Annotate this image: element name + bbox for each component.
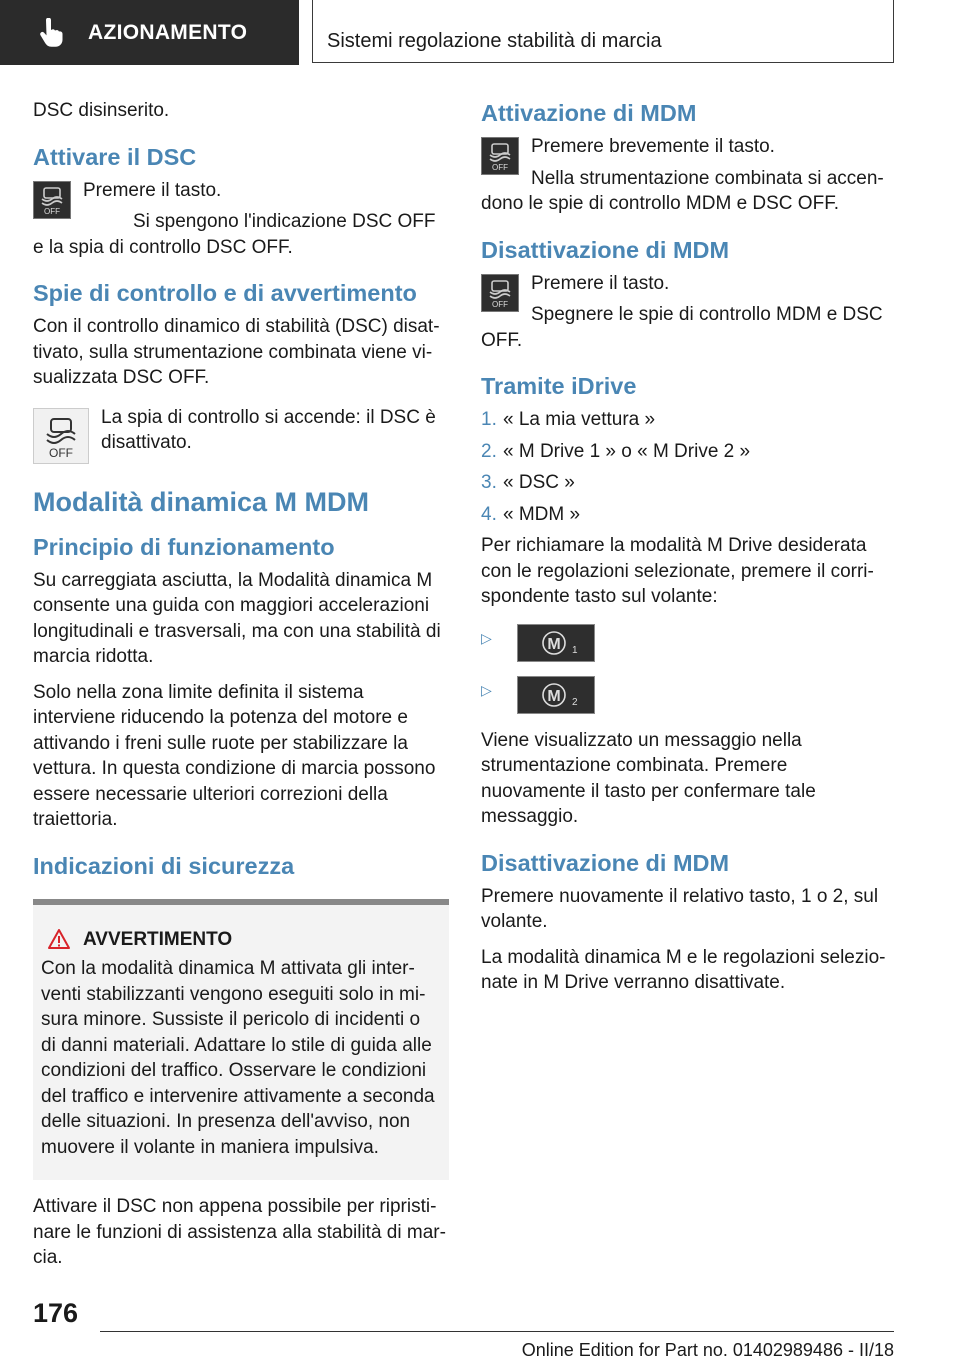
list-item (481, 407, 897, 433)
list-item (481, 470, 897, 496)
paragraph: La spia di controllo si accende: il DSC è disattivato. (101, 406, 436, 453)
m-label: M (547, 687, 561, 705)
paragraph: Solo nella zona limite definita il sistema interviene riducendo la potenza del motore e attivando i freni sulle ruote per stabilizzare la vettura. In questa condizione di marcia possono essere necessarie ulteriori correzioni della traiettoria. (33, 681, 436, 830)
warning-box (33, 899, 449, 1181)
heading-activate-dsc: Attivare il DSC (33, 143, 197, 170)
step-number: 2. (481, 440, 497, 462)
heading-mdm-deactivation-2: Disattivazione di MDM (481, 849, 730, 876)
paragraph: Premere brevemente il tasto. (531, 136, 775, 157)
m-label: M (547, 635, 561, 653)
dsc-off-button-icon (33, 181, 71, 219)
paragraph: Premere il tasto. (531, 272, 670, 294)
paragraph: La modalità dinamica M e le regolazioni selezionate in M Drive verranno disattivate. (481, 946, 886, 993)
warning-label: AVVERTIMENTO (83, 928, 233, 950)
m-sub-label: 2 (572, 696, 578, 708)
m2-button-icon (517, 676, 595, 714)
paragraph: Per richiamare la modalità M Drive desiderata con le regolazioni selezionate, premere il corrispondente tasto sul volante: (481, 535, 874, 607)
idrive-steps-list (481, 407, 897, 527)
warning-triangle-icon (47, 928, 71, 950)
paragraph: Spegnere le spie di controllo MDM e DSC OFF. (481, 304, 883, 351)
step-text: « M Drive 1 » o « M Drive 2 » (503, 440, 751, 462)
section-title: Sistemi regolazione stabilità di marcia (327, 30, 662, 52)
off-label: OFF (492, 299, 508, 309)
paragraph: Nella strumentazione combinata si accendono le spie di controllo MDM e DSC OFF. (481, 167, 884, 214)
chapter-title: AZIONAMENTO (88, 20, 248, 44)
page-number: 176 (33, 1298, 79, 1328)
hand-pointer-icon (38, 18, 64, 48)
paragraph: Attivare il DSC non appena possibile per ripristinare le funzioni di assistenza alla stabilità di marcia. (33, 1196, 446, 1268)
m1-button-icon (517, 624, 595, 662)
left-column (33, 98, 449, 1271)
paragraph: DSC disinserito. (33, 100, 170, 121)
paragraph-text: Si spengono l'indicazione DSC OFF e la spia di controllo DSC OFF. (33, 211, 436, 258)
right-column (481, 98, 897, 996)
mdm-button-icon (481, 137, 519, 175)
m-sub-label: 1 (572, 644, 578, 656)
step-number: 1. (481, 409, 497, 430)
paragraph: Premere il tasto. (83, 179, 222, 201)
footer-divider (100, 1331, 894, 1332)
bullet-item-m2 (481, 676, 897, 714)
step-number: 4. (481, 503, 497, 525)
footer-edition: Online Edition for Part no. 01402989486 - II/18 (521, 1340, 894, 1360)
warning-text: Con la modalità dinamica M attivata gli interventi stabilizzanti vengono eseguiti solo in misura minore. Sussiste il pericolo di incidenti o di danni materiali. Adattare lo stile di guida alle condizioni del traffico. Osservare le condizioni del traffico e intervenire attivamente a seconda delle situazioni. In presenza dell'avviso, non muovere il volante in maniera impulsiva. (41, 958, 435, 1158)
heading-safety: Indicazioni di sicurezza (33, 852, 295, 879)
off-label: OFF (44, 206, 60, 216)
list-item (481, 502, 897, 528)
chapter-tab (0, 0, 299, 65)
heading-mdm-activation: Attivazione di MDM (481, 100, 697, 126)
step-text: « MDM » (503, 503, 581, 525)
warning-title (41, 927, 439, 953)
step-text: « DSC » (503, 472, 575, 493)
bullet-item-m1 (481, 624, 897, 662)
paragraph: Su carreggiata asciutta, la Modalità dinamica M consente una guida con maggiori accelerazioni longitudinali e trasversali, ma con una stabilità di marcia ridotta. (33, 569, 441, 667)
bullet-triangle-icon: ▷ (481, 681, 492, 698)
section-header (312, 0, 894, 63)
step-text: « La mia vettura » (503, 409, 656, 430)
paragraph: Premere nuovamente il relativo tasto, 1 o 2, sul volante. (481, 885, 879, 932)
bullet-triangle-icon: ▷ (481, 629, 492, 646)
paragraph: Viene visualizzato un messaggio nella strumentazione combinata. Premere nuovamente il tasto per confermare tale messaggio. (481, 729, 816, 827)
mdm-button-icon (481, 274, 519, 312)
off-label: OFF (49, 445, 73, 460)
paragraph: Con il controllo dinamico di stabilità (DSC) disattivato, sulla strumentazione combinata viene visualizzata DSC OFF. (33, 316, 440, 388)
dsc-off-indicator-icon (33, 408, 89, 464)
off-label: OFF (492, 163, 508, 172)
list-item (481, 439, 897, 465)
heading-principle: Principio di funzionamento (33, 533, 335, 560)
heading-warning-lights: Spie di controllo e di avvertimento (33, 280, 417, 306)
heading-idrive: Tramite iDrive (481, 373, 637, 399)
heading-mdm-deactivation: Disattivazione di MDM (481, 236, 730, 263)
step-number: 3. (481, 472, 497, 493)
heading-mdm: Modalità dinamica M MDM (33, 486, 370, 517)
